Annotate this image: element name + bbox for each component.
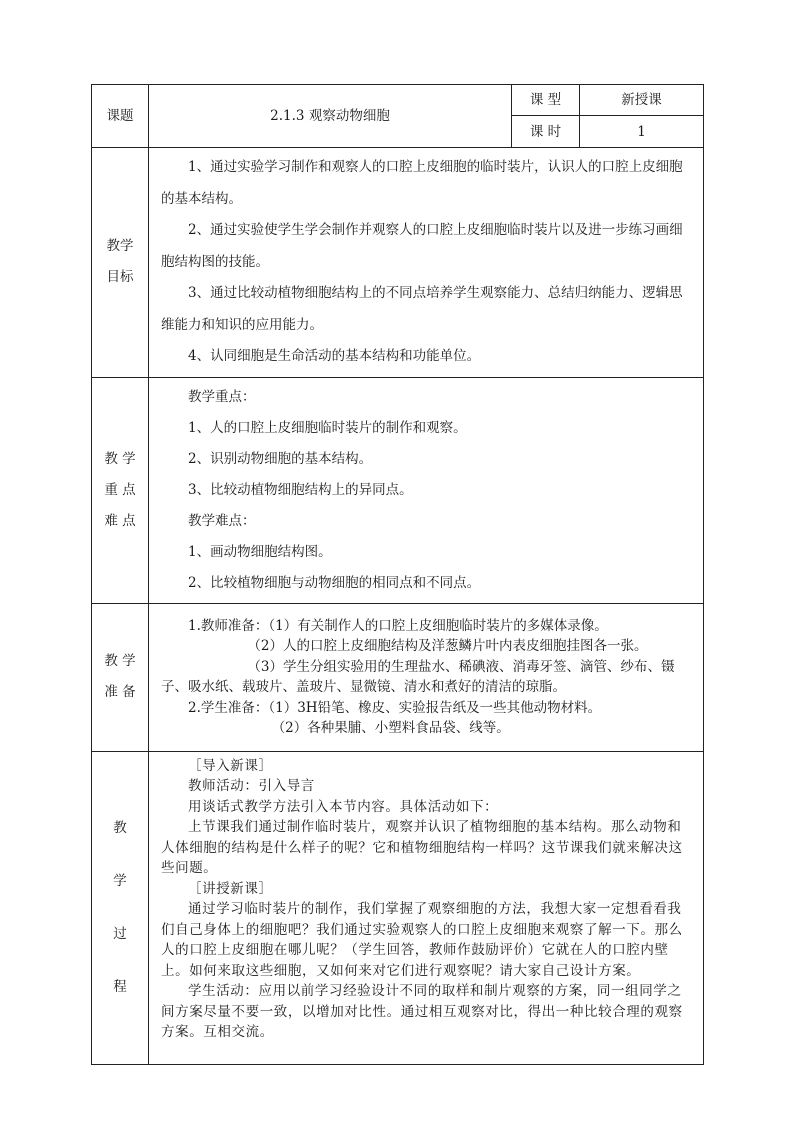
teacher-prep-item: （2）人的口腔上皮细胞结构及洋葱鳞片叶内表皮细胞挂图各一张。: [247, 638, 648, 654]
process-paragraph: 上节课我们通过制作临时装片，观察并认识了植物细胞的基本结构。那么动物和人体细胞的结构是什么样子的呢？它和植物细胞结构一样吗？这节课我们就来解决这些问题。: [161, 819, 683, 876]
process-label-char: 过: [113, 925, 127, 942]
class-hours-value: 1: [637, 123, 646, 140]
lesson-type-label: 课 型: [529, 92, 562, 108]
goals-label-cell: [92, 148, 149, 378]
difficulty-item: 2、比较植物细胞与动物细胞的相同点和不同点。: [188, 574, 481, 591]
keypoints-label-line: 教 学: [104, 450, 136, 467]
goal-item: 1、通过实验学习制作和观察人的口腔上皮细胞的临时装片，认识人的口腔上皮细胞的基本结构。: [161, 159, 683, 207]
prep-label-line: 教 学: [104, 653, 136, 669]
lesson-plan-table: [91, 84, 704, 1065]
student-prep-item: （2）各种果脯、小塑料食品袋、线等。: [271, 720, 510, 736]
goals-label-line: 目标: [106, 269, 134, 286]
prep-label-cell: [92, 603, 149, 751]
focus-title: 教学重点：: [188, 388, 256, 405]
prep-label-line: 准 备: [104, 684, 136, 700]
process-content-cell: [149, 751, 704, 1064]
focus-item: 2、识别动物细胞的基本结构。: [188, 450, 373, 467]
process-paragraph: 教师活动：引入导言: [188, 778, 315, 794]
process-paragraph: 通过学习临时装片的制作，我们掌握了观察细胞的方法，我想大家一定想看看我们自己身体上的细胞吧？我们通过实验观察人的口腔上皮细胞来观察了解一下。那么人的口腔上皮细胞在哪儿呢？（学生回答，教师作鼓励评价）它就在人的口腔内壁上。如何来取这些细胞，又如何来对它们进行观察呢？请大家自己设计方案。: [161, 901, 683, 979]
class-hours-label: 课 时: [529, 123, 562, 140]
keypoints-label-line: 难 点: [104, 512, 136, 529]
goals-label-line: 教学: [106, 238, 134, 255]
class-hours-label-cell: [512, 116, 580, 148]
process-label-char: 学: [113, 872, 127, 889]
topic-value-cell: [149, 85, 512, 148]
process-paragraph: 用谈话式教学方法引入本节内容。具体活动如下：: [188, 798, 499, 815]
section-heading: ［导入新课］: [188, 757, 273, 774]
lesson-type-value: 新授课: [621, 92, 662, 108]
keypoints-label-line: 重 点: [104, 481, 136, 498]
goal-item: 2、通过实验使学生学会制作并观察人的口腔上皮细胞临时装片以及进一步练习画细胞结构图的技能。: [161, 222, 683, 270]
topic-value: 2.1.3 观察动物细胞: [270, 108, 390, 124]
process-paragraph: 学生活动：应用以前学习经验设计不同的取样和制片观察的方案，同一组同学之间方案尽量不要一致，以增加对比性。通过相互观察对比，得出一种比较合理的观察方案。互相交流。: [161, 983, 683, 1040]
goal-item: 4、认同细胞是生命活动的基本结构和功能单位。: [188, 348, 481, 364]
teacher-prep-item: 1.教师准备：（1）有关制作人的口腔上皮细胞临时装片的多媒体录像。: [188, 617, 608, 634]
keypoints-label-cell: [92, 377, 149, 603]
process-label-char: 教: [113, 819, 127, 836]
process-label-char: 程: [113, 978, 127, 995]
student-prep-item: 2.学生准备：（1）3H铅笔、橡皮、实验报告纸及一些其他动物材料。: [188, 699, 602, 716]
lesson-type-label-cell: [512, 85, 580, 116]
keypoints-content-cell: [149, 377, 704, 603]
teacher-prep-item: （3）学生分组实验用的生理盐水、稀碘液、消毒牙签、滴管、纱布、镊子、吸水纸、载玻片、盖玻片、显微镜、清水和煮好的清洁的琼脂。: [161, 658, 675, 695]
goal-item: 3、通过比较动植物细胞结构上的不同点培养学生观察能力、总结归纳能力、逻辑思维能力和知识的应用能力。: [161, 285, 683, 333]
class-hours-value-cell: [580, 116, 704, 148]
difficulty-item: 1、画动物细胞结构图。: [188, 543, 332, 560]
process-label-cell: [92, 751, 149, 1064]
topic-label: 课题: [106, 108, 134, 124]
difficulty-title: 教学难点：: [188, 512, 256, 529]
goals-content-cell: [149, 148, 704, 378]
lesson-plan-page: [91, 84, 703, 1065]
focus-item: 3、比较动植物细胞结构上的异同点。: [188, 481, 413, 498]
topic-label-cell: [92, 85, 149, 148]
lesson-type-value-cell: [580, 85, 704, 116]
section-heading: ［讲授新课］: [188, 880, 273, 897]
focus-item: 1、人的口腔上皮细胞临时装片的制作和观察。: [188, 419, 467, 436]
prep-content-cell: [149, 603, 704, 751]
